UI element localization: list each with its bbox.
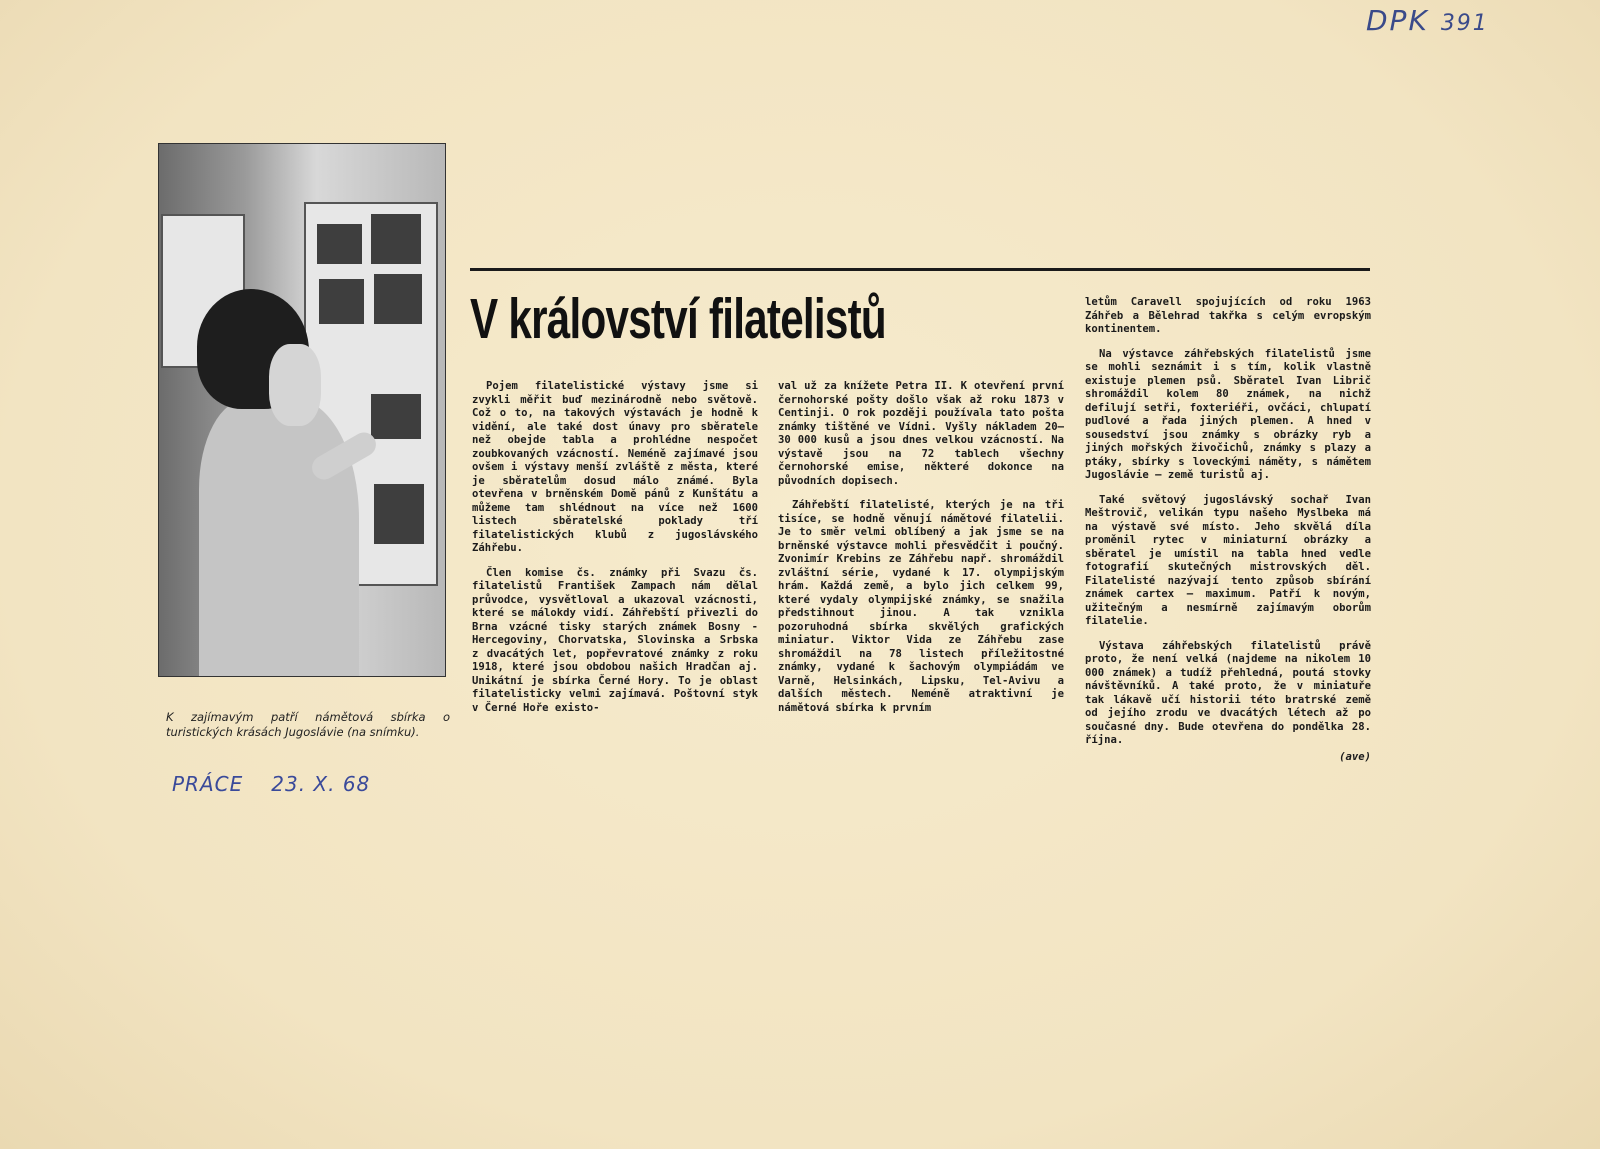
article-column-3 — [1085, 296, 1371, 764]
paragraph: Člen komise čs. známky při Svazu čs. filatelistů František Zampach nám dělal průvodce, vysvětloval a ukazoval vzácnosti, které se málokdy vidí. Záhřebští přivezli do Brna vzácné tisky starých známek Bosny - Hercegoviny, Chorvatska, Slovinska a Srbska z dvacátých let, popřevratové známky z roku 1918, které jsou obdobou našich Hradčan aj. Unikátní je sbírka Černé Hory. To je oblast filatelisticky velmi zajímavá. Poštovní styk v Černé Hoře existo- — [472, 566, 758, 714]
photo-person-shirt — [199, 399, 359, 677]
headline-rule — [470, 268, 1370, 271]
source-date: 23. X. 68 — [271, 772, 371, 796]
source-name: PRÁCE — [172, 772, 244, 796]
paragraph: letům Caravell spojujících od roku 1963 Záhřeb a Bělehrad takřka s celým evropským kontinentem. — [1085, 296, 1371, 335]
paragraph: Výstava záhřebských filatelistů právě proto, že není velká (najdeme na nikolem 10 000 známek) a tudíž přehledná, poutá stovky návštěvníků. A také proto, že v miniatuře tak lákavě učí historii této bratrské země od jejího zrodu ve dvacátých létech až po současné dny. Bude otevřena do pondělka 28. října. — [1085, 639, 1371, 746]
article-headline: V království filatelistů — [470, 287, 886, 351]
photo-stamp — [374, 484, 424, 544]
article-column-1 — [472, 380, 758, 726]
paragraph: Také světový jugoslávský sochař Ivan Meštrovič, velikán typu našeho Myslbeka má na výstavě své místo. Jeho skvělá díla proměnil rytec v miniaturní obrázky a sběratel je umístil na tabla hned vedle fotografií skutečných mistrovských děl. Filatelisté nazývají tento způsob sbírání známek cartex — maximum. Patří k novým, užitečným a nesmírně zajímavým oborům filatelie. — [1085, 493, 1371, 627]
paragraph: Pojem filatelistické výstavy jsme si zvykli měřit buď mezinárodně nebo světově. Což o to, na takových výstavách je hodně k vidění, ale také dost únavy pro sběratele než obejde tabla a prohlédne nespočet zoubkovaných vzácností. Neméně zajímavé jsou ovšem i výstavy menší zvláště z města, které je sběratelům dosud málo známé. Byla otevřena v brněnském Domě pánů z Kunštátu a můžeme tam shlédnout na více než 1600 listech sběratelské poklady tří filatelistických klubů z jugoslávského Záhřebu. — [472, 380, 758, 554]
photo-stamp — [371, 394, 421, 439]
archive-code: DPK — [1366, 4, 1429, 37]
archive-number: 391 — [1440, 11, 1489, 36]
photo-person-face — [269, 344, 321, 426]
paragraph: val už za knížete Petra II. K otevření první černohorské pošty došlo však až roku 1873 v Centinji. O rok později používala tato pošta známky tištěné ve Vídni. Vyšly nákladem 20—30 000 kusů a jsou dnes velkou vzácností. Na výstavě jsou na 72 tablech všechny černohorské emise, některé dokonce na původních dopisech. — [778, 380, 1064, 487]
author-signature: (ave) — [1339, 750, 1371, 763]
handwritten-source-note — [172, 772, 370, 796]
paragraph: Na výstavce záhřebských filatelistů jsme se mohli seznámit i s tím, kolik vlastně existuje plemen psů. Sběratel Ivan Librič shromáždil kolem 80 známek, na nichž defilují setři, foxteriéři, ovčáci, chlupatí pudlové a řada jiných plemen. A hned v sousedství jsou známky s obrázky ryb a jiných mořských živočichů, známky s plazy a ptáky, sbírky s loveckými náměty, s námětem Jugoslávie — země turistů aj. — [1085, 347, 1371, 481]
photo-caption: K zajímavým patří námětová sbírka o turistických krásách Jugoslávie (na snímku). — [166, 710, 450, 739]
paragraph: Záhřebští filatelisté, kterých je na tři tisíce, se hodně věnují námětové filatelii. Je to směr velmi oblíbený a jak jsme se na brněnské výstavce mohli přesvědčit i poučný. Zvonimír Krebins ze Záhřebu např. shromáždil zvláštní série, vydané k 17. olympijským hrám. Každá země, a bylo jich celkem 99, které vydaly olympijské známky, se snažila předstihnout jinou. A tak vznikla pozoruhodná sbírka skvělých grafických miniatur. Viktor Vida ze Záhřebu zase shromáždil na 78 listech příležitostné známky, vydané k šachovým olympiádám ve Varně, Helsinkách, Lipsku, Tel-Avivu a dalších městech. Neméně atraktivní je námětová sbírka k prvním — [778, 499, 1064, 714]
article-column-2 — [778, 380, 1064, 726]
article-photo — [158, 143, 446, 677]
photo-stamp — [371, 214, 421, 264]
photo-stamp — [374, 274, 422, 324]
archive-mark — [1366, 4, 1489, 37]
photo-stamp — [319, 279, 364, 324]
photo-stamp — [317, 224, 362, 264]
